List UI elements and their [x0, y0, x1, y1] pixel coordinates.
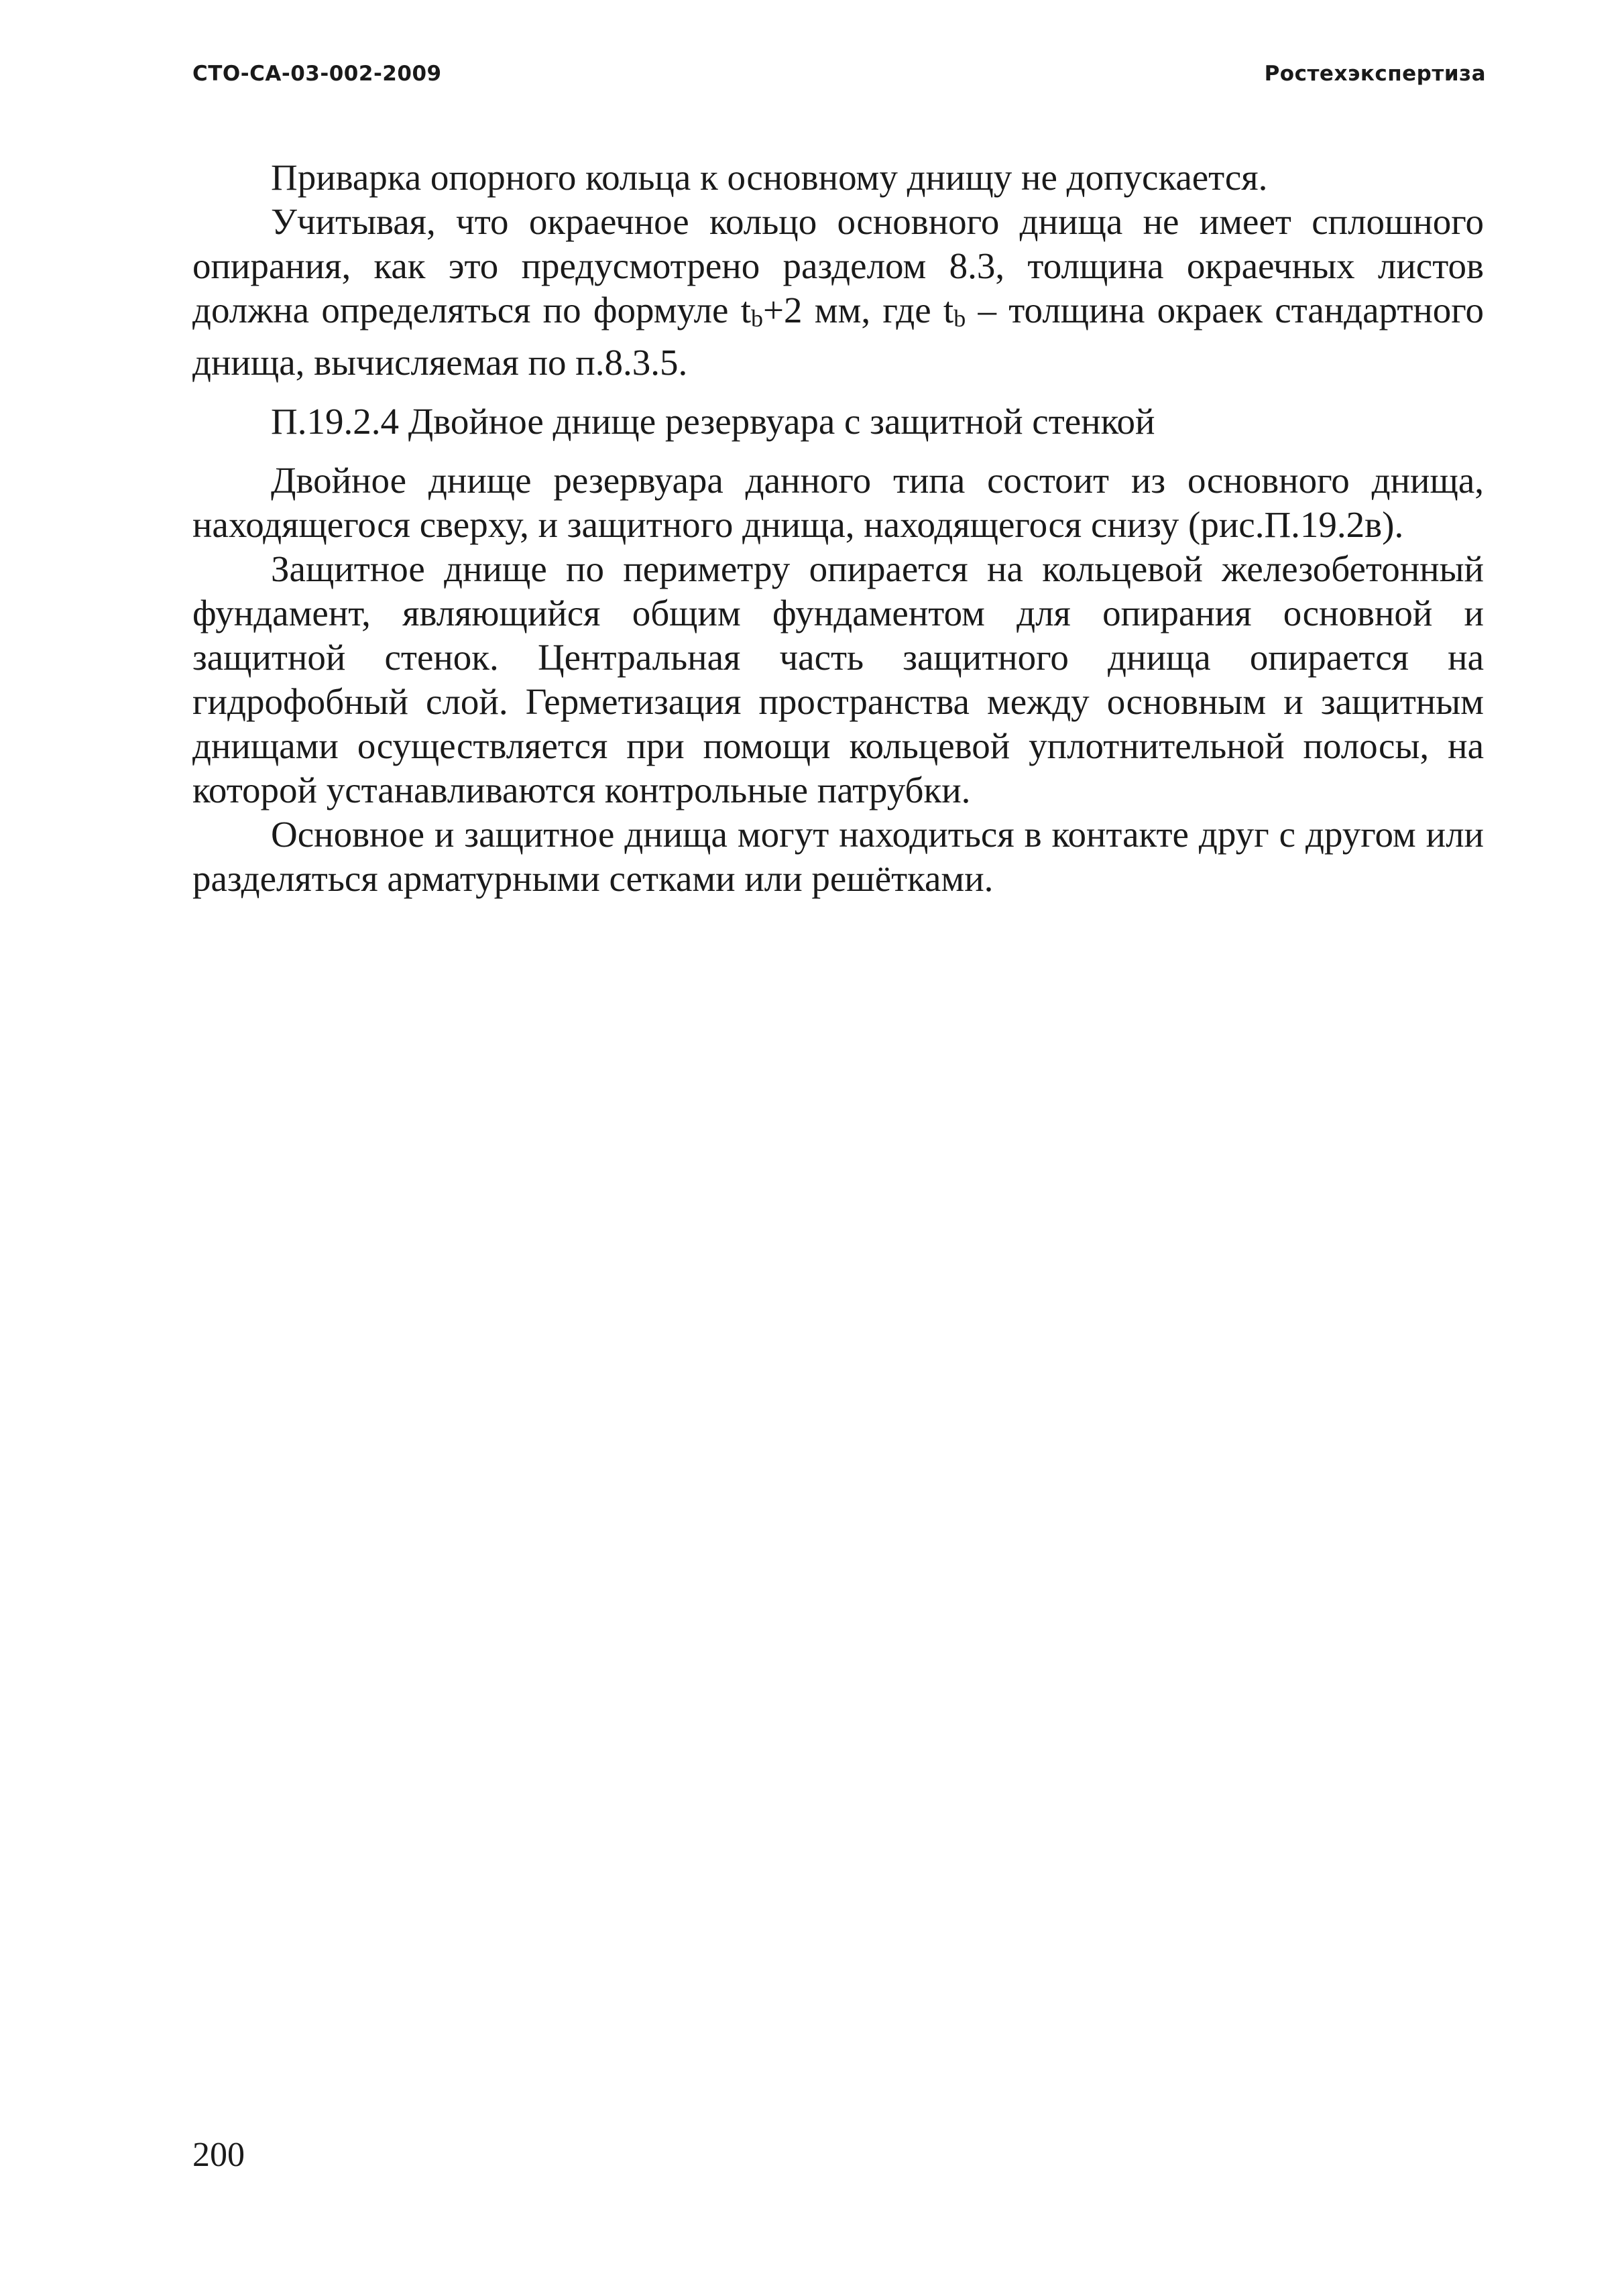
organization-name: Ростехэкспертиза: [1264, 62, 1486, 86]
page-number: 200: [192, 2136, 245, 2174]
paragraph-text-part1: Учитывая, что окраечное кольцо основного днища не имеет сплошного опирания, как это предусмотрено разделом 8.3, толщина окраечных листов должна определяться по формуле t: [192, 201, 1484, 330]
paragraph-text-part2: +2 мм, где t: [763, 290, 954, 330]
document-body: [192, 156, 1484, 901]
document-code: СТО-СА-03-002-2009: [192, 62, 442, 86]
subscript-b-2: b: [953, 305, 966, 332]
paragraph-double-bottom: Двойное днище резервуара данного типа состоит из основного днища, находящегося сверху, и защитного днища, находящегося снизу (рис.П.19.2в).: [192, 460, 1484, 545]
paragraph-protective-bottom: Защитное днище по периметру опирается на кольцевой железобетонный фундамент, являющийся общим фундаментом для опирания основной и защитной стенок. Центральная часть защитного днища опирается на гидрофобный слой. Герметизация пространства между основным и защитным днищами осуществляется при помощи кольцевой уплотнительной полосы, на которой устанавливаются контрольные патрубки.: [192, 548, 1484, 810]
paragraph-support-ring: Приварка опорного кольца к основному днищу не допускается.: [271, 157, 1268, 198]
paragraph-contact: Основное и защитное днища могут находиться в контакте друг с другом или разделяться арматурными сетками или решётками.: [192, 814, 1484, 899]
section-heading: П.19.2.4 Двойное днище резервуара с защитной стенкой: [271, 401, 1155, 442]
subscript-b-1: b: [751, 305, 763, 332]
paragraph-text-part3: – толщина окраек стандартного днища, вычисляемая по п.8.3.5.: [192, 290, 1484, 383]
paragraph-edge-ring-thickness: [192, 200, 1484, 385]
